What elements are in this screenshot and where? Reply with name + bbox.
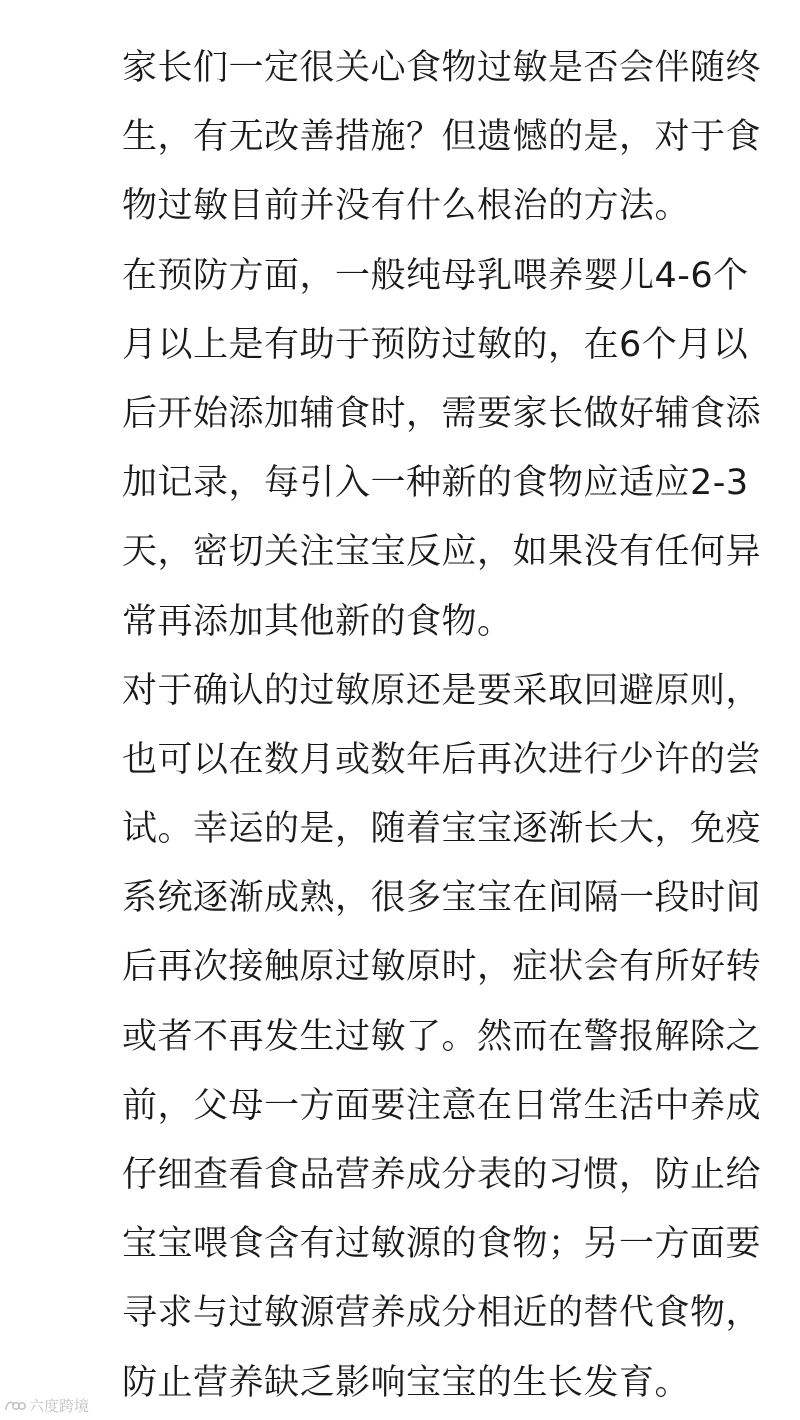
watermark-text: 六度跨境: [29, 1396, 90, 1415]
text-line: 后再次接触原过敏原时，症状会有所好转: [122, 947, 762, 988]
text-line: 也可以在数月或数年后再次进行少许的尝: [122, 739, 762, 780]
text-line: 寻求与过敏源营养成分相近的替代食物，: [122, 1293, 762, 1334]
text-line: 物过敏目前并没有什么根治的方法。: [122, 186, 691, 227]
text-line: 前，父母一方面要注意在日常生活中养成: [122, 1085, 762, 1126]
text-line: 生，有无改善措施？但遗憾的是，对于食: [122, 117, 762, 158]
text-line: 试。幸运的是，随着宝宝逐渐长大，免疫: [122, 809, 762, 850]
text-line: 后开始添加辅食时，需要家长做好辅食添: [122, 393, 762, 434]
text-line: 在预防方面，一般纯母乳喂养婴儿4-6个: [122, 255, 749, 296]
watermark-logo-icon: [4, 1398, 26, 1412]
text-line: 常再添加其他新的食物。: [122, 601, 513, 642]
watermark: [4, 1394, 89, 1416]
text-line: 或者不再发生过敏了。然而在警报解除之: [122, 1016, 762, 1057]
article-body: [122, 34, 762, 1418]
text-line: 宝宝喂食含有过敏源的食物；另一方面要: [122, 1224, 762, 1265]
text-line: 仔细查看食品营养成分表的习惯，防止给: [122, 1155, 762, 1195]
text-line: 家长们一定很关心食物过敏是否会伴随终: [122, 48, 762, 88]
text-line: 对于确认的过敏原还是要采取回避原则，: [122, 670, 762, 711]
text-line: 系统逐渐成熟，很多宝宝在间隔一段时间: [122, 878, 762, 919]
text-line: 防止营养缺乏影响宝宝的生长发育。: [122, 1362, 691, 1403]
text-line: 加记录，每引入一种新的食物应适应2-3: [122, 463, 749, 504]
text-line: 月以上是有助于预防过敏的，在6个月以: [122, 324, 749, 365]
text-line: 天，密切关注宝宝反应，如果没有任何异: [122, 532, 762, 573]
